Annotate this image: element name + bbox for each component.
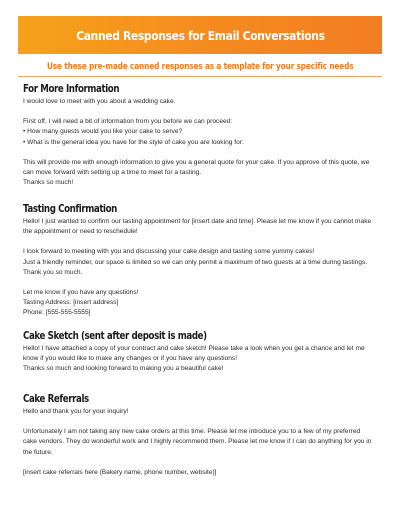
referrals-placeholder: [insert cake referrals here (Bakery name, phone number, website)]	[23, 468, 217, 476]
paragraph-line: I look forward to meeting with you and discussing your cake design and tasting some yummy cakes!	[23, 248, 315, 256]
section-more-information	[23, 83, 383, 188]
paragraph-line: This will provide me with enough information to give you a general quote for your cake. If you approve of this quote, we	[23, 158, 370, 166]
paragraph-line: Thank you so much.	[23, 268, 83, 276]
section-cake-referrals	[23, 393, 383, 478]
paragraph-line: First off, I will need a bit of information from you before we can proceed:	[23, 118, 233, 126]
paragraph-line: Just a friendly reminder, our space is limited so we can only permit a maximum of two guests at a time during tastings.	[23, 258, 368, 266]
phone-number: Phone: [555-555-5555]	[23, 309, 91, 317]
section-title: For More Information	[23, 83, 120, 95]
title-banner	[18, 16, 382, 54]
section-tasting-confirmation	[23, 203, 383, 319]
section-title: Cake Sketch (sent after deposit is made)	[23, 330, 207, 342]
bullet-item: • What is the general idea you have for the style of cake you are looking for:	[23, 138, 244, 146]
paragraph-line: I would love to meet with you about a wedding cake.	[23, 98, 176, 105]
section-title: Cake Referrals	[23, 393, 89, 405]
section-cake-sketch	[23, 330, 383, 375]
paragraph-line: Let me know if you have any questions!	[23, 289, 139, 297]
paragraph-line: the future.	[23, 448, 53, 456]
tasting-address: Tasting Address: [insert address]	[23, 299, 119, 307]
section-title: Tasting Confirmation	[23, 203, 117, 215]
paragraph-line: can move forward with setting up a time to meet for a tasting.	[23, 169, 202, 177]
paragraph-line: Hello and thank you for your inquiry!	[23, 408, 129, 415]
bullet-item: • How many guests would you like your cake to serve?	[23, 128, 183, 136]
paragraph-line: Hello! I have attached a copy of your contract and cake sketch! Please take a look when you get a chance and let me	[23, 345, 365, 352]
page-title: Canned Responses for Email Conversations	[75, 27, 325, 43]
page-subtitle	[18, 62, 382, 72]
paragraph-line: know if you would like to make any changes or if you have any questions!	[23, 355, 238, 363]
paragraph-line: Thanks so much!	[23, 179, 74, 187]
paragraph-line: cake vendors. They do wonderful work and I highly recommend them. Please let me know if I can do anything for you in	[23, 438, 372, 446]
paragraph-line: Unfortunately I am not taking any new cake orders at this time. Please let me introduce you to a few of my preferred	[23, 428, 361, 436]
subtitle-text: Use these pre-made canned responses as a template for your specific needs	[46, 62, 354, 72]
paragraph-line: Thanks so much and looking forward to making you a beautiful cake!	[23, 365, 224, 373]
subtitle-divider	[18, 76, 382, 77]
paragraph-line: Hello! I just wanted to confirm our tasting appointment for [insert date and time]. Please let me know if you cannot make	[23, 218, 372, 225]
paragraph-line: the appointment or need to reschedule!	[23, 228, 138, 236]
